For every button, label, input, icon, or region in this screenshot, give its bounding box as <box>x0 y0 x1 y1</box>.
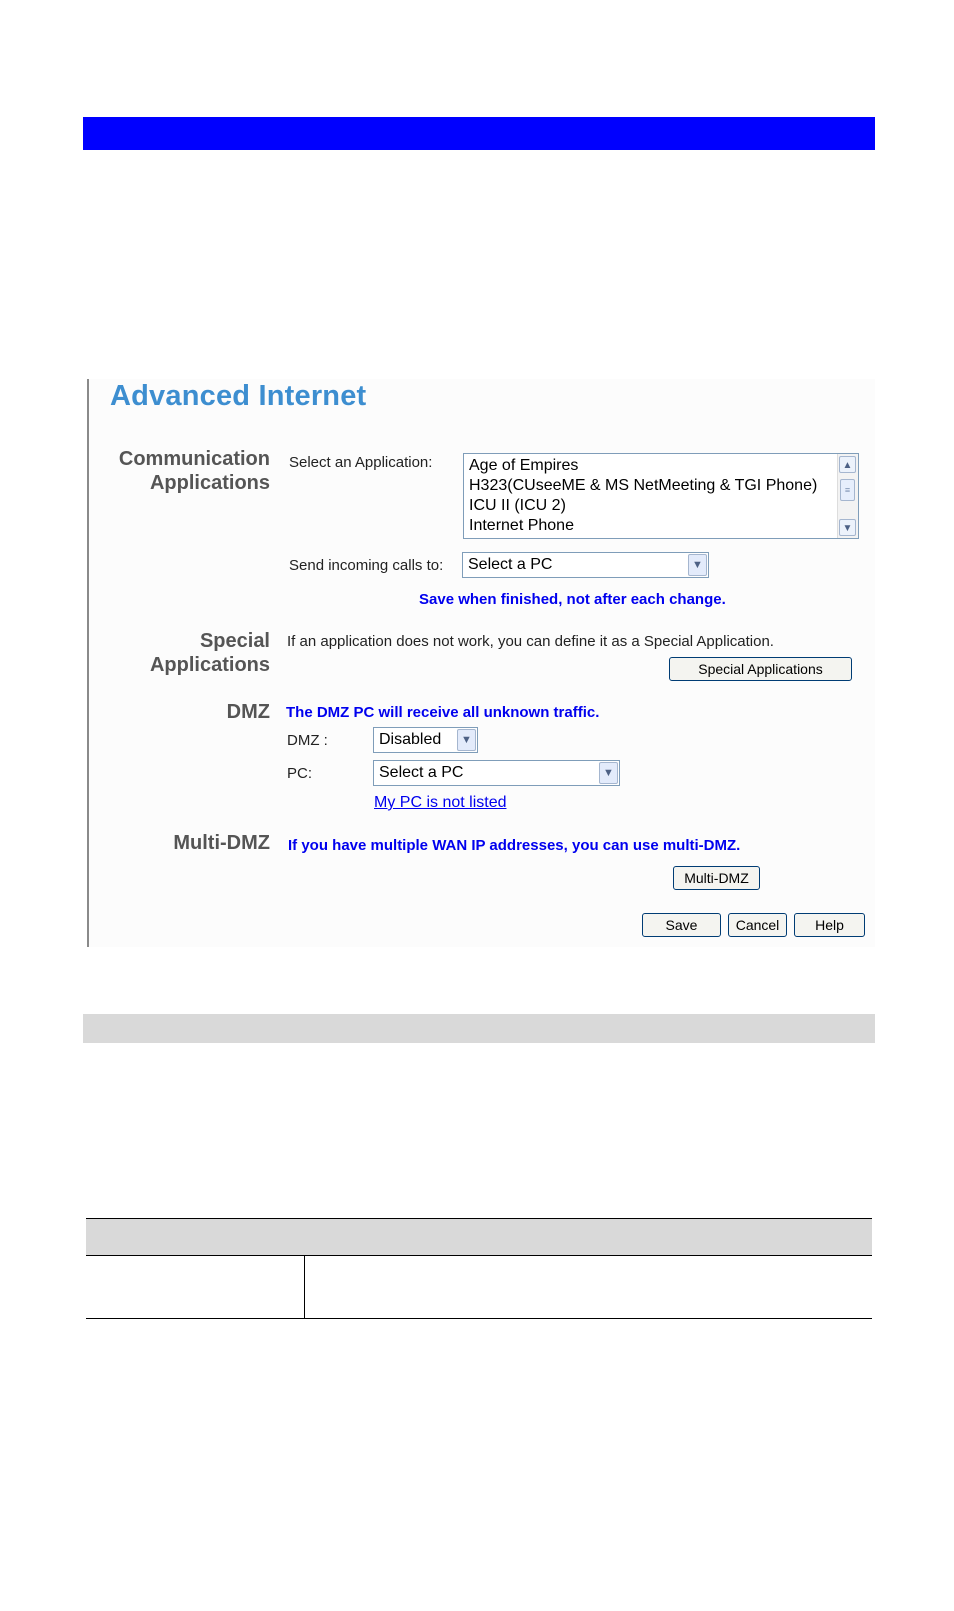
advanced-internet-panel <box>87 379 875 947</box>
dmz-pc-select[interactable] <box>373 760 620 786</box>
list-item[interactable]: H323(CUseeME & MS NetMeeting & TGI Phone) <box>469 477 818 494</box>
help-button[interactable]: Help <box>794 913 865 937</box>
settings-table <box>86 1218 872 1320</box>
table-row <box>86 1256 872 1319</box>
send-calls-label: Send incoming calls to: <box>289 557 444 574</box>
special-applications-button[interactable]: Special Applications <box>669 657 852 681</box>
scroll-thumb-grip-icon[interactable]: ≡ <box>840 479 855 501</box>
table-header-row <box>86 1218 872 1256</box>
page-title: Advanced Internet <box>110 380 367 412</box>
pc-label: PC: <box>287 765 313 782</box>
pc-not-listed-link[interactable]: My PC is not listed <box>374 794 507 811</box>
scroll-down-icon[interactable]: ▼ <box>839 519 856 536</box>
table-column-divider <box>304 1256 305 1319</box>
gray-section-band <box>83 1014 875 1043</box>
list-item[interactable]: Age of Empires <box>469 457 579 474</box>
dmz-section-label: DMZ <box>226 701 270 723</box>
special-description: If an application does not work, you can define it as a Special Application. <box>287 633 774 650</box>
chevron-down-icon[interactable]: ▼ <box>599 762 618 784</box>
multi-dmz-button[interactable]: Multi-DMZ <box>673 866 760 890</box>
special-section-label: Special Applications <box>149 630 270 676</box>
send-calls-value: Select a PC <box>468 556 553 573</box>
dmz-label: DMZ : <box>287 732 328 749</box>
listbox-scrollbar[interactable] <box>837 454 858 538</box>
dmz-pc-value: Select a PC <box>379 764 464 781</box>
communication-section-label: Communication Applications <box>118 448 270 494</box>
list-item[interactable]: Internet Phone <box>469 517 574 534</box>
multi-dmz-note: If you have multiple WAN IP addresses, you can use multi-DMZ. <box>288 837 741 854</box>
save-note: Save when finished, not after each change. <box>419 591 726 608</box>
dmz-select[interactable] <box>373 727 478 753</box>
blue-header-band <box>83 117 875 150</box>
dmz-value: Disabled <box>379 731 442 748</box>
cancel-button[interactable]: Cancel <box>728 913 787 937</box>
scroll-up-icon[interactable]: ▲ <box>839 456 856 473</box>
chevron-down-icon[interactable]: ▼ <box>688 554 707 576</box>
dmz-note: The DMZ PC will receive all unknown traffic. <box>286 704 600 721</box>
list-item[interactable]: ICU II (ICU 2) <box>469 497 566 514</box>
application-listbox[interactable] <box>463 453 859 539</box>
chevron-down-icon[interactable]: ▼ <box>457 729 476 751</box>
multi-dmz-section-label: Multi-DMZ <box>173 832 270 854</box>
select-application-label: Select an Application: <box>289 454 433 471</box>
save-button[interactable]: Save <box>642 913 721 937</box>
send-calls-select[interactable] <box>462 552 709 578</box>
